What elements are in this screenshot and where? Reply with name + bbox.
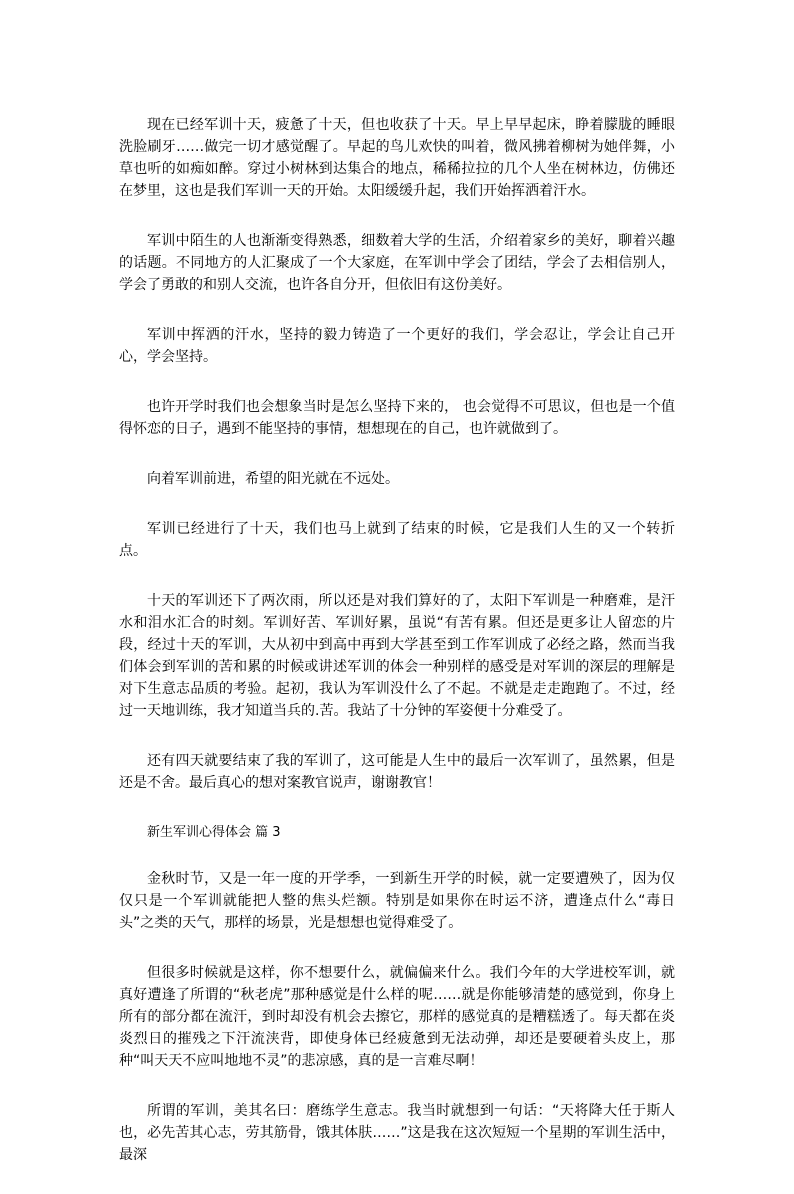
paragraph-8: 还有四天就要结束了我的军训了，这可能是人生中的最后一次军训了，虽然累，但是还是不舍。最后真心的想对案教官说声，谢谢教官！ bbox=[119, 753, 675, 791]
paragraph-7: 十天的军训还下了两次雨，所以还是对我们算好的了，太阳下军训是一种磨难，是汗水和泪水汇合的时刻。军训好苦、军训好累，虽说“有苦有累。但还是更多让人留恋的片段，经过十天的军训，大从初中到高中再到大学甚至到工作军训成了必经之路，然而当我们体会到军训的苦和累的时候或讲述军训的体会一种别样的感受是对军训的深层的理解是对下生意志品质的考验。起初，我认为军训没什么了不起。不就是走走跑跑了。不过，经过一天地训练，我才知道当兵的.苦。我站了十分钟的军姿便十分难受了。 bbox=[119, 593, 675, 719]
paragraph-5: 向着军训前进，希望的阳光就在不远处。 bbox=[147, 471, 399, 487]
paragraph-3: 军训中挥洒的汗水，坚持的毅力铸造了一个更好的我们，学会忍让，学会让自己开心，学会坚持。 bbox=[119, 327, 675, 365]
paragraph-4: 也许开学时我们也会想象当时是怎么坚持下来的， 也会觉得不可思议，但也是一个值得怀恋的日子，遇到不能坚持的事情，想想现在的自己，也许就做到了。 bbox=[119, 399, 675, 437]
paragraph-9: 金秋时节，又是一年一度的开学季，一到新生开学的时候，就一定要遭殃了，因为仅仅只是一个军训就能把人整的焦头烂额。特别是如果你在时运不济，遭逢点什么“毒日头”之类的天气，那样的场景，光是想想也觉得难受了。 bbox=[119, 871, 675, 931]
paragraph-1: 现在已经军训十天，疲惫了十天，但也收获了十天。早上早早起床，睁着朦胧的睡眼洗脸刷牙……做完一切才感觉醒了。早起的鸟儿欢快的叫着，微风拂着柳树为她伴舞，小草也听的如痴如醉。穿过小树林到达集合的地点，稀稀拉拉的几个人坐在树林边，仿佛还在梦里，这也是我们军训一天的开始。太阳缓缓升起，我们开始挥洒着汗水。 bbox=[119, 117, 675, 199]
section-title: 新生军训心得体会 篇 3 bbox=[147, 825, 281, 840]
document-body bbox=[119, 114, 675, 1194]
paragraph-10: 但很多时候就是这样，你不想要什么，就偏偏来什么。我们今年的大学进校军训，就真好遭逢了所谓的“秋老虎”那种感觉是什么样的呢……就是你能够清楚的感觉到，你身上所有的部分都在流汗，到时却没有机会去擦它，那样的感觉真的是糟糕透了。每天都在炎炎烈日的摧残之下汗流浃背，即使身体已经疲惫到无法动弹，却还是要硬着头皮上，那种“叫天天不应叫地地不灵”的悲凉感，真的是一言难尽啊！ bbox=[119, 965, 675, 1069]
paragraph-6: 军训已经进行了十天，我们也马上就到了结束的时候，它是我们人生的又一个转折点。 bbox=[119, 521, 675, 559]
paragraph-11: 所谓的军训，美其名曰：磨练学生意志。我当时就想到一句话：“天将降大任于斯人也，必先苦其心志，劳其筋骨，饿其体肤……”这是我在这次短短一个星期的军训生活中，最深 bbox=[119, 1103, 675, 1163]
paragraph-2: 军训中陌生的人也渐渐变得熟悉，细数着大学的生活，介绍着家乡的美好，聊着兴趣的话题。不同地方的人汇聚成了一个大家庭，在军训中学会了团结，学会了去相信别人，学会了勇敢的和别人交流，也许各自分开，但依旧有这份美好。 bbox=[119, 233, 675, 293]
